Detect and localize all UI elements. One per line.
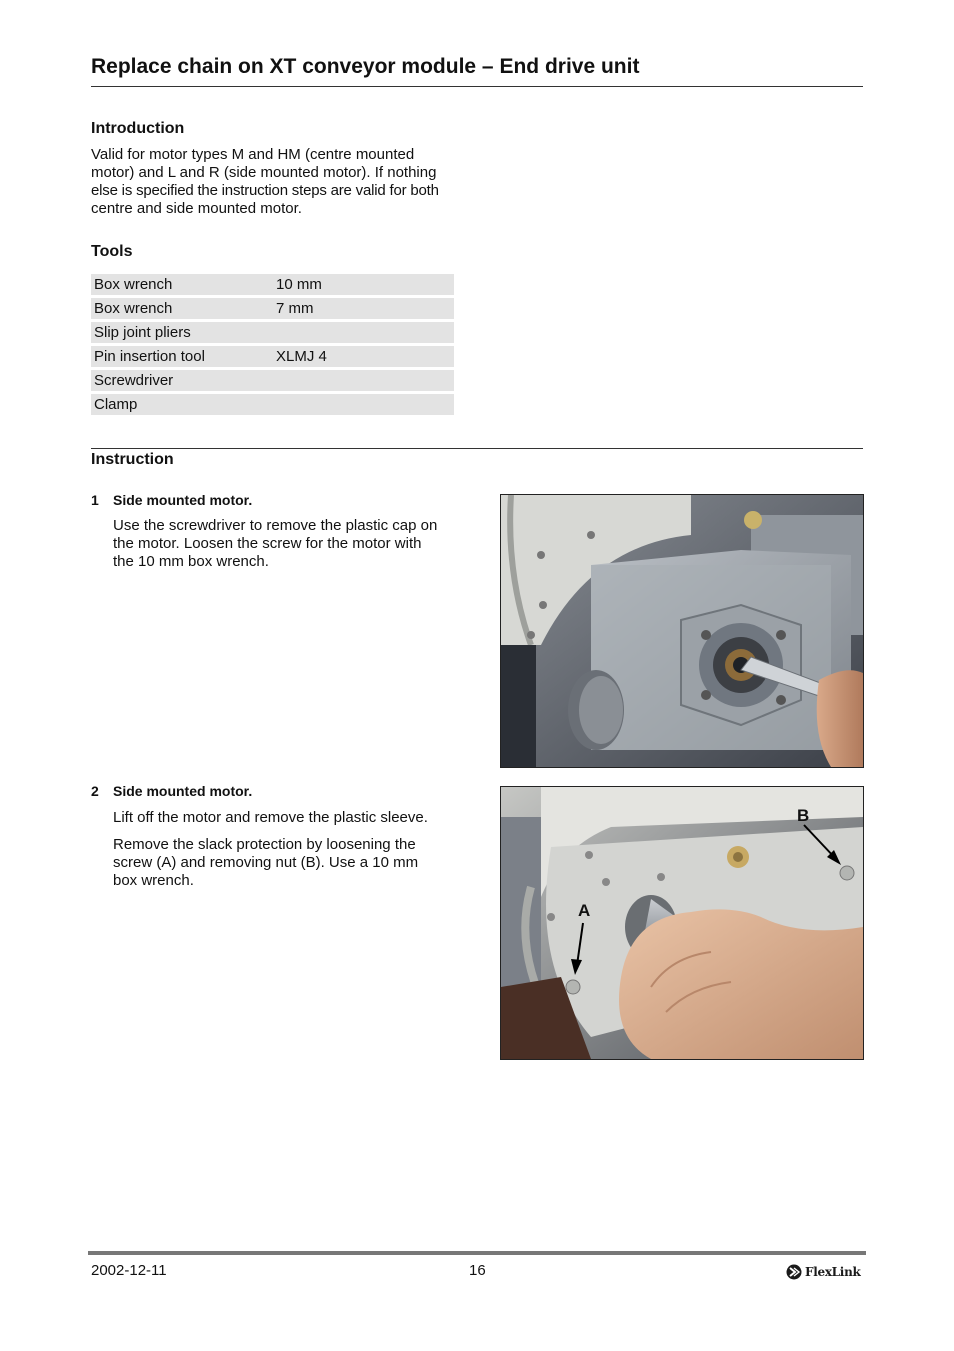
page-title: Replace chain on XT conveyor module – End drive unit <box>91 55 640 78</box>
tool-name: Slip joint pliers <box>94 324 191 341</box>
tool-name: Clamp <box>94 396 138 413</box>
introduction-line: motor) and L and R (side mounted motor). If nothing <box>91 164 437 181</box>
introduction-text <box>91 146 439 218</box>
introduction-line: else is specified the instruction steps are valid for both <box>91 182 439 199</box>
step-2-photo <box>500 786 864 1060</box>
footer-divider <box>88 1251 866 1255</box>
step-text <box>113 809 428 827</box>
table-row <box>91 394 454 415</box>
motor-wrench-illustration <box>501 495 863 767</box>
callout-b: B <box>797 806 810 825</box>
step-line: box wrench. <box>113 872 194 889</box>
instruction-divider <box>91 448 863 449</box>
introduction-heading: Introduction <box>91 120 185 137</box>
step-number: 1 <box>91 492 99 508</box>
instruction-heading: Instruction <box>91 451 174 468</box>
table-row <box>91 346 454 367</box>
tools-table <box>91 274 454 418</box>
tool-name: Box wrench <box>94 300 173 317</box>
brand-name: FlexLink <box>805 1265 861 1279</box>
table-row <box>91 322 454 343</box>
step-number: 2 <box>91 783 99 799</box>
step-line: the 10 mm box wrench. <box>113 553 269 570</box>
tools-heading: Tools <box>91 243 133 260</box>
step-line: Use the screwdriver to remove the plastic cap on <box>113 517 438 534</box>
tool-name: Pin insertion tool <box>94 348 205 365</box>
step-title: Side mounted motor. <box>113 492 253 508</box>
step-1-photo <box>500 494 864 768</box>
step-title: Side mounted motor. <box>113 783 253 799</box>
tool-name: Screwdriver <box>94 372 174 389</box>
table-row <box>91 370 454 391</box>
flexlink-logo-icon <box>786 1264 802 1280</box>
step-text <box>113 517 437 571</box>
introduction-line: Valid for motor types M and HM (centre mounted <box>91 146 415 163</box>
sleeve-removal-illustration <box>501 787 863 1059</box>
page-number: 16 <box>469 1262 486 1279</box>
callout-a: A <box>578 901 591 920</box>
step-line: screw (A) and removing nut (B). Use a 10 mm <box>113 854 419 871</box>
table-row <box>91 274 454 295</box>
tool-name: Box wrench <box>94 276 173 293</box>
table-row <box>91 298 454 319</box>
introduction-line: centre and side mounted motor. <box>91 200 302 217</box>
step-line: the motor. Loosen the screw for the motor with <box>113 535 422 552</box>
tool-size: 10 mm <box>276 276 322 293</box>
flexlink-logo <box>786 1264 861 1280</box>
step-line: Remove the slack protection by loosening the <box>113 836 416 853</box>
footer-date: 2002-12-11 <box>91 1262 167 1279</box>
step-text <box>113 836 418 890</box>
tool-size: 7 mm <box>276 300 314 317</box>
step-line: Lift off the motor and remove the plastic sleeve. <box>113 809 428 826</box>
tool-size: XLMJ 4 <box>276 348 327 365</box>
title-divider <box>91 86 863 87</box>
